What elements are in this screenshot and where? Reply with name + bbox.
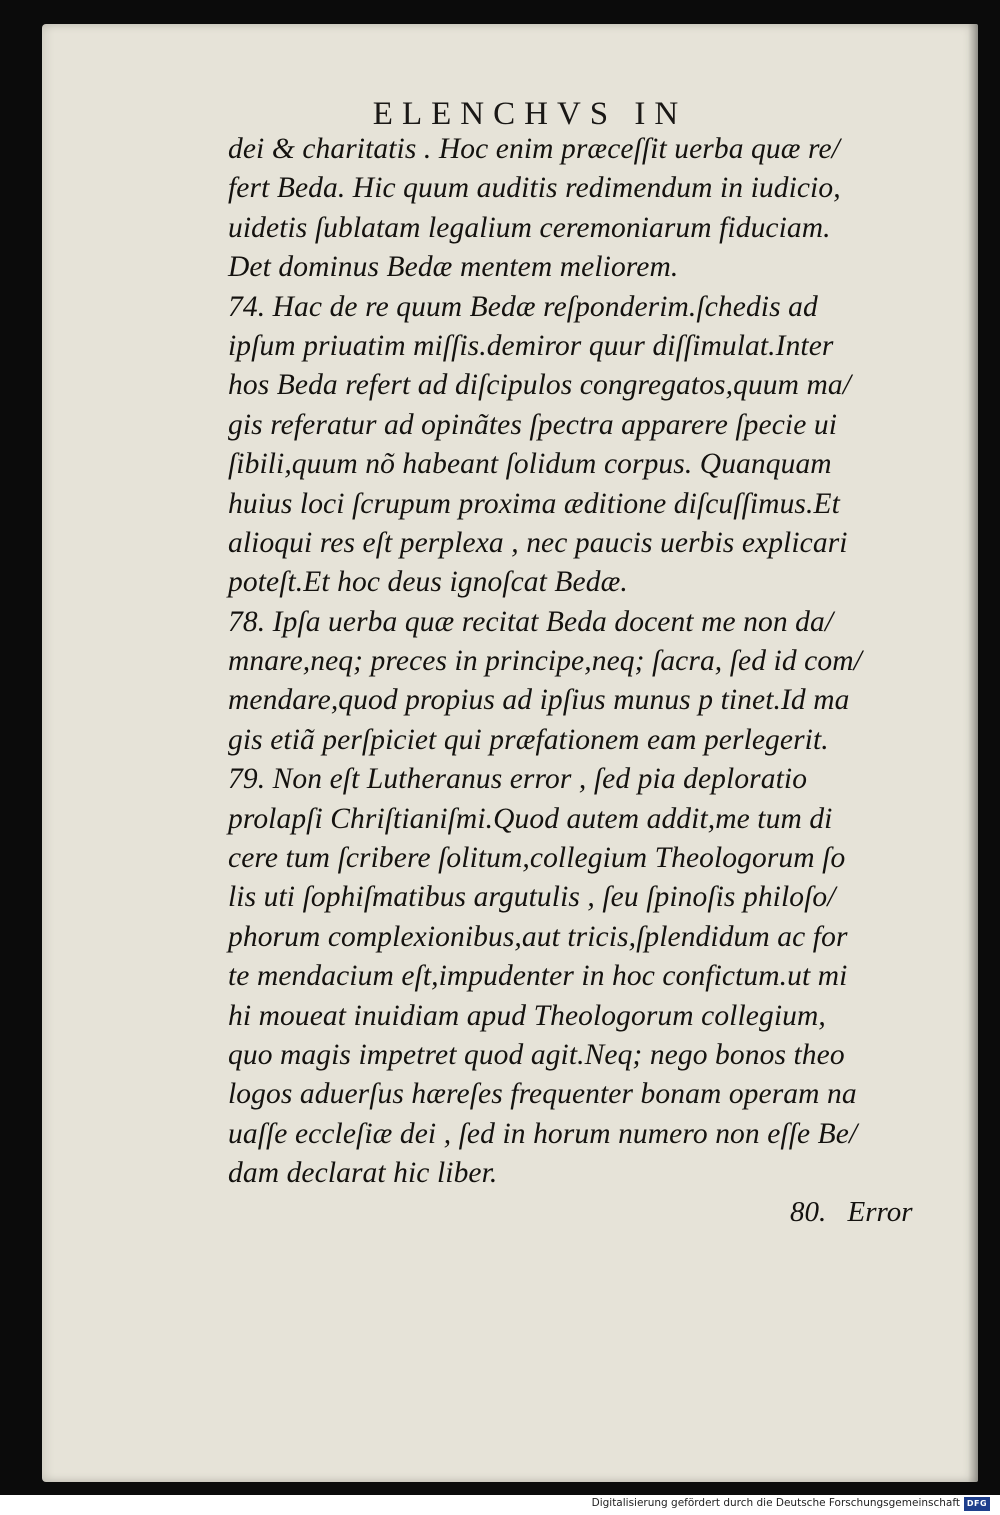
page-edge-shadow — [968, 24, 978, 1482]
funding-credit: Digitalisierung gefördert durch die Deutsche Forschungsgemeinschaft — [591, 1497, 960, 1509]
text-line: prolapſi Chriſtianiſmi.Quod autem addit,me tum di — [228, 802, 833, 835]
text-line: 74. Hac de re quum Bedæ reſponderim.ſchedis ad — [228, 290, 818, 323]
text-line: uidetis ſublatam legalium ceremoniarum fiduciam. — [228, 211, 831, 244]
text-line: hi moueat inuidiam apud Theologorum collegium, — [228, 999, 826, 1032]
text-line: logos aduerſus hæreſes frequenter bonam operam na — [228, 1078, 857, 1111]
text-line: Det dominus Bedæ mentem meliorem. — [228, 251, 679, 284]
text-line: poteſt.Et hoc deus ignoſcat Bedæ. — [228, 566, 628, 599]
text-line: uaſſe eccleſiæ dei , ſed in horum numero non eſſe Be/ — [228, 1117, 858, 1150]
text-line: cere tum ſcribere ſolitum,collegium Theologorum ſo — [228, 842, 846, 875]
text-line: huius loci ſcrupum proxima æditione diſcuſſimus.Et — [228, 487, 840, 520]
text-line: ipſum priuatim miſſis.demiror quur diſſimulat.Inter — [228, 329, 834, 362]
text-line: alioqui res eſt perplexa , nec paucis uerbis explicari — [228, 526, 848, 559]
text-line: phorum complexionibus,aut tricis,ſplendidum ac for — [228, 920, 848, 953]
text-line: gis etiã perſpiciet qui præfationem eam perlegerit. — [228, 723, 829, 756]
text-line: dei & charitatis . Hoc enim præceſſit uerba quæ re/ — [228, 133, 840, 165]
text-line: 79. Non eſt Lutheranus error , ſed pia deploratio — [228, 763, 808, 796]
text-line: fert Beda. Hic quum auditis redimendum in iudicio, — [228, 172, 841, 205]
text-line: 78. Ipſa uerba quæ recitat Beda docent me non da/ — [228, 605, 834, 638]
text-line: mendare,quod propius ad ipſius munus p tinet.Id ma — [228, 684, 850, 717]
running-head: ELENCHVS IN — [372, 96, 688, 132]
text-line: lis uti ſophiſmatibus argutulis , ſeu ſpinoſis philoſo/ — [228, 881, 836, 914]
text-line: quo magis impetret quod agit.Neq; nego bonos theo — [228, 1038, 845, 1071]
text-line: dam declarat hic liber. — [228, 1157, 498, 1190]
text-line: te mendacium eſt,impudenter in hoc confictum.ut mi — [228, 960, 848, 993]
body-text — [228, 130, 928, 1194]
text-line: mnare,neq; preces in principe,neq; ſacra, ſed id com/ — [228, 645, 862, 678]
text-line: ſibili,quum nõ habeant ſolidum corpus. Quanquam — [228, 448, 832, 481]
text-line: hos Beda refert ad diſcipulos congregatos,quum ma/ — [228, 369, 852, 402]
catchword: 80. Error — [790, 1196, 913, 1228]
text-line: gis referatur ad opinãtes ſpectra apparere ſpecie ui — [228, 408, 838, 441]
dfg-logo-icon: DFG — [964, 1497, 990, 1511]
